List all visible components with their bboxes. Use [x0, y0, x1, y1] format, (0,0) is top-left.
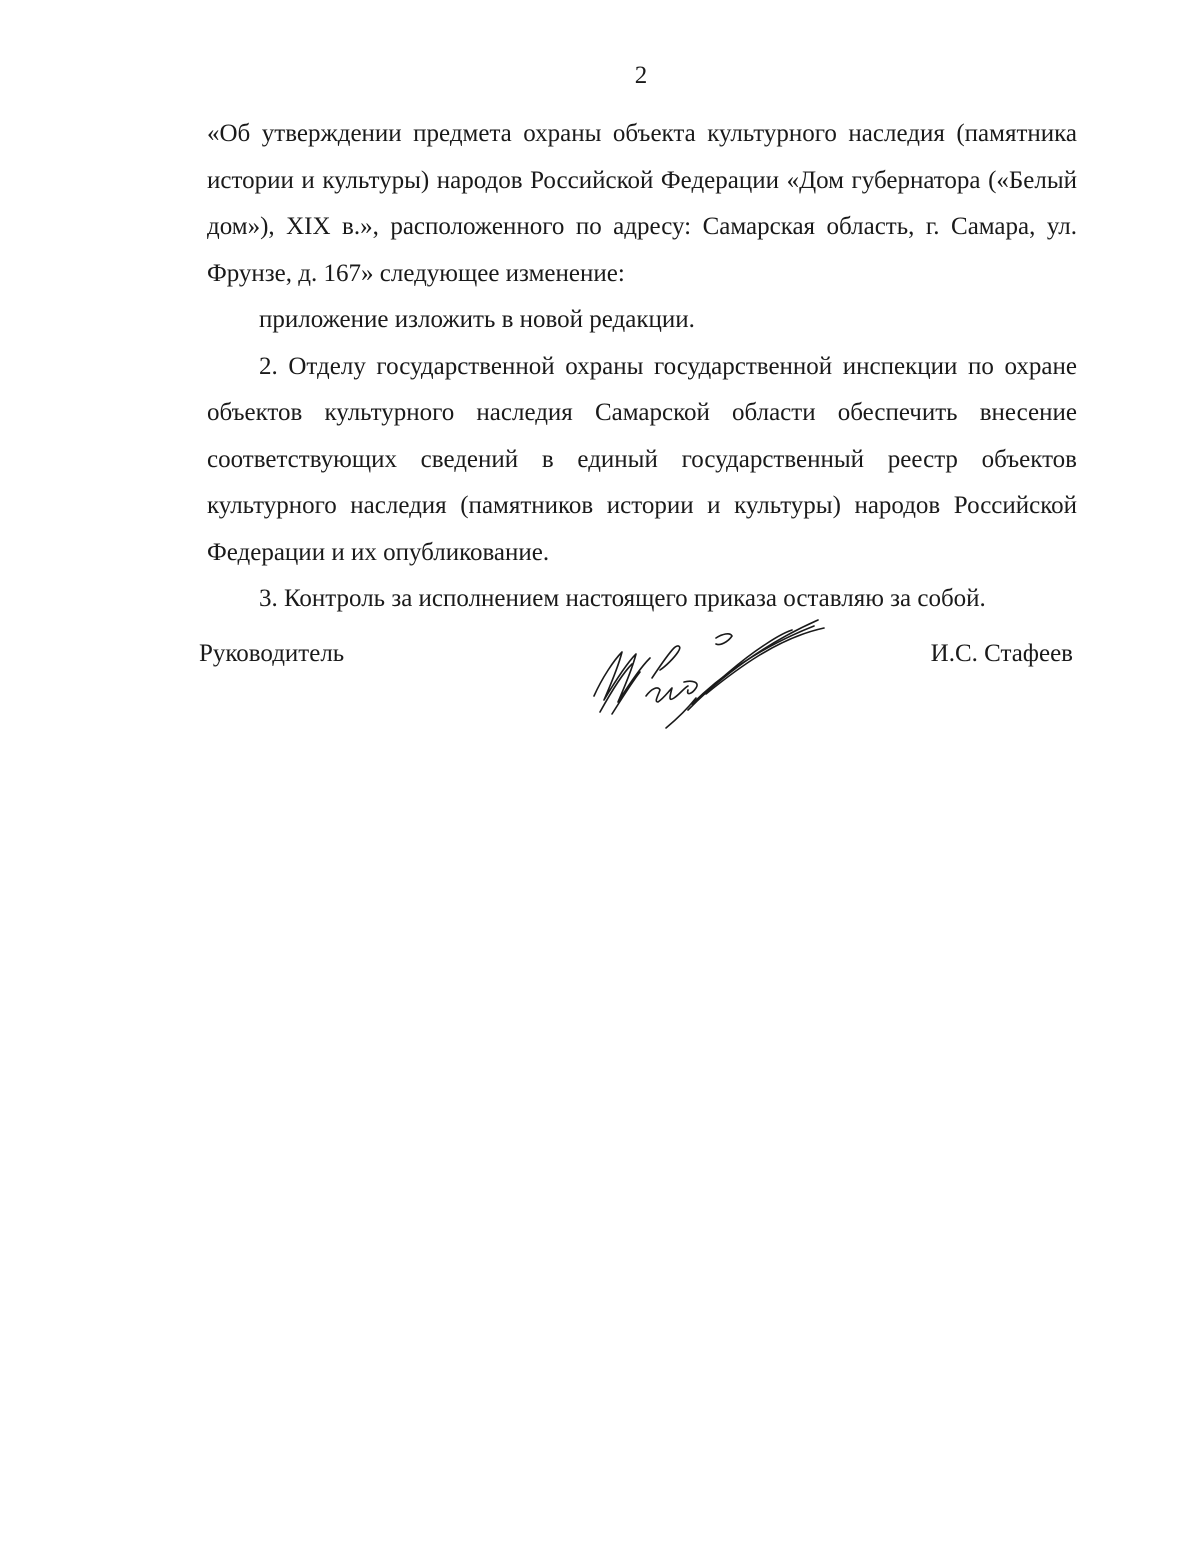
signature-block — [0, 600, 1200, 740]
paragraph-item-2: 2. Отделу государственной охраны государственной инспекции по охране объектов культурного наследия Самарской области обеспечить внесение соответствующих сведений в единый государственный реестр объектов культурного наследия (памятников истории и культуры) народов Российской Федерации и их опубликование. — [207, 352, 1077, 566]
paragraph-amendment: приложение изложить в новой редакции. — [259, 306, 695, 333]
signer-name: И.С. Стафеев — [930, 640, 1073, 667]
handwritten-signature — [588, 608, 828, 730]
paragraph-item-3: 3. Контроль за исполнением настоящего приказа оставляю за собой. — [259, 585, 986, 612]
document-body — [207, 111, 1077, 623]
paragraph-continuation: «Об утверждении предмета охраны объекта культурного наследия (памятника истории и культуры) народов Российской Федерации «Дом губернатора («Белый дом»), XIX в.», расположенного по адресу: Самарская область, г. Самара, ул. Фрунзе, д. 167» следующее изменение: — [207, 120, 1077, 287]
signer-position: Руководитель — [199, 640, 345, 667]
page-number: 2 — [634, 62, 648, 89]
